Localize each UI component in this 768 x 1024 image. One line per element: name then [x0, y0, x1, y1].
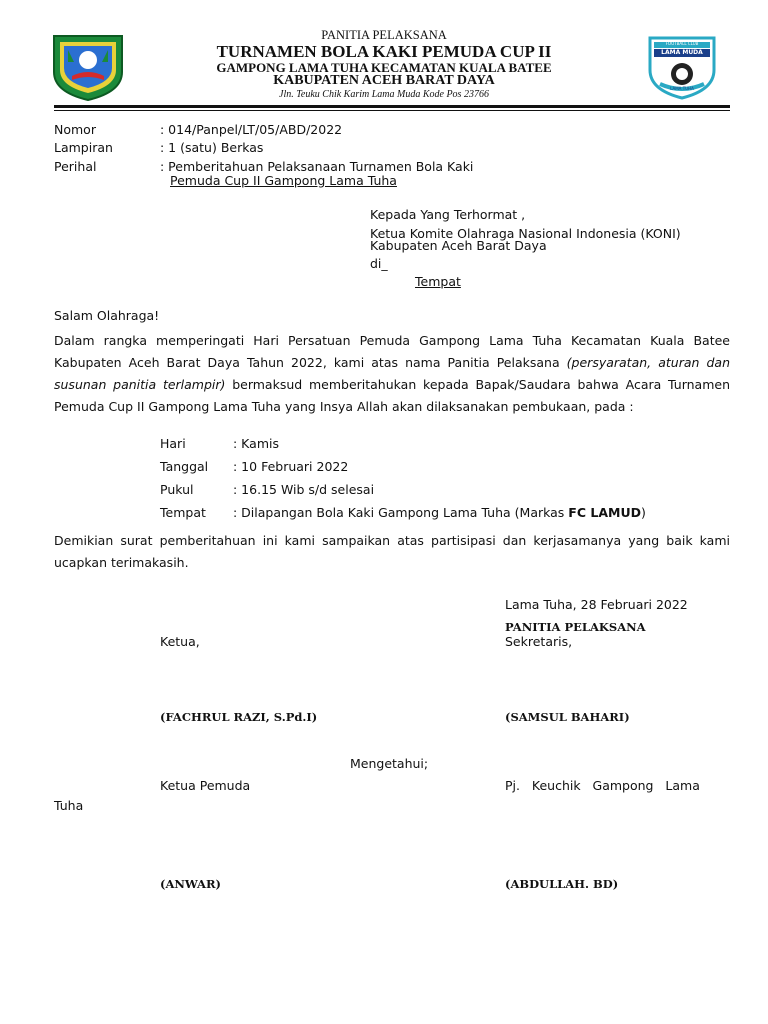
sekretaris-name: (SAMSUL BAHARI): [505, 710, 630, 724]
lampiran-label: Lampiran: [54, 140, 113, 155]
tempat-value: [233, 505, 646, 520]
ketua-name: (FACHRUL RAZI, S.Pd.I): [160, 710, 318, 724]
recipient-organization: Ketua Komite Olahraga Nasional Indonesia (KONI): [370, 226, 681, 241]
badge-text-bottom: LAMA TUHA: [670, 86, 694, 91]
ketua-pemuda-name: (ANWAR): [160, 877, 221, 891]
tanggal-label: Tanggal: [160, 459, 209, 474]
header-address: Jln. Teuku Chik Karim Lama Muda Kode Pos 23766: [279, 89, 489, 100]
perihal-value: : Pemberitahuan Pelaksanaan Turnamen Bola Kaki: [160, 159, 474, 174]
tanggal-value: : 10 Februari 2022: [233, 459, 349, 474]
tempat-value-bold: FC LAMUD: [568, 505, 641, 520]
header-village: GAMPONG LAMA TUHA KECAMATAN KUALA BATEE: [216, 60, 552, 75]
header-divider-thin: [54, 110, 730, 111]
greeting: Salam Olahraga!: [54, 308, 160, 323]
badge-text-main: LAMA MUDA: [661, 49, 703, 56]
ketua-title: Ketua,: [160, 634, 200, 649]
header-committee: PANITIA PELAKSANA: [321, 28, 447, 42]
recipient-place: Tempat: [415, 274, 461, 289]
perihal-label: Perihal: [54, 159, 97, 174]
perihal-value-cont: Pemuda Cup II Gampong Lama Tuha: [170, 173, 397, 188]
keuchik-title-cont: Tuha: [54, 798, 84, 813]
keuchik-name: (ABDULLAH. BD): [505, 877, 619, 891]
tempat-value-part-b: ): [640, 505, 646, 520]
pukul-value: : 16.15 Wib s/d selesai: [233, 482, 375, 497]
nomor-value: : 014/Panpel/LT/05/ABD/2022: [160, 122, 343, 137]
place-date: Lama Tuha, 28 Februari 2022: [505, 597, 688, 612]
header-regency: KABUPATEN ACEH BARAT DAYA: [273, 73, 495, 88]
keuchik-title: Pj. Keuchik Gampong Lama: [505, 778, 700, 793]
ketua-pemuda-title: Ketua Pemuda: [160, 778, 251, 793]
badge-text-top: FOOTBALL CLUB: [665, 41, 699, 46]
mengetahui-label: Mengetahui;: [350, 756, 429, 771]
lampiran-value: : 1 (satu) Berkas: [160, 140, 264, 155]
body-paragraph-italic: (persyaratan, aturan dan susunan panitia terlampir): [54, 355, 730, 392]
header-title: TURNAMEN BOLA KAKI PEMUDA CUP II: [216, 42, 552, 61]
recipient-regency: Kabupaten Aceh Barat Daya: [370, 238, 547, 253]
body-paragraph: [54, 330, 730, 418]
committee-label: PANITIA PELAKSANA: [505, 620, 646, 634]
hari-label: Hari: [160, 436, 186, 451]
closing-paragraph: Demikian surat pemberitahuan ini kami sampaikan atas partisipasi dan kerjasamanya yang baik kami ucapkan terimakasih.: [54, 533, 730, 570]
nomor-label: Nomor: [54, 122, 96, 137]
recipient-di: di_: [370, 256, 388, 271]
tempat-label: Tempat: [160, 505, 206, 520]
hari-value: : Kamis: [233, 436, 279, 451]
sekretaris-title: Sekretaris,: [505, 634, 573, 649]
header-divider-thick: [54, 105, 730, 108]
body-paragraph-part-a: Dalam rangka memperingati Hari Persatuan Pemuda Gampong Lama Tuha Kecamatan Kuala Batee Kabupaten Aceh Barat Daya Tahun 2022, kami atas nama Panitia Pelaksana: [54, 333, 730, 370]
tempat-value-part-a: : Dilapangan Bola Kaki Gampong Lama Tuha (Markas: [233, 505, 569, 520]
body-paragraph-part-b: bermaksud memberitahukan kepada Bapak/Saudara bahwa Acara Turnamen Pemuda Cup II Gampong Lama Tuha yang Insya Allah akan dilaksanakan pembukaan, pada :: [54, 377, 731, 414]
pukul-label: Pukul: [160, 482, 194, 497]
recipient-salutation: Kepada Yang Terhormat ,: [370, 207, 526, 222]
